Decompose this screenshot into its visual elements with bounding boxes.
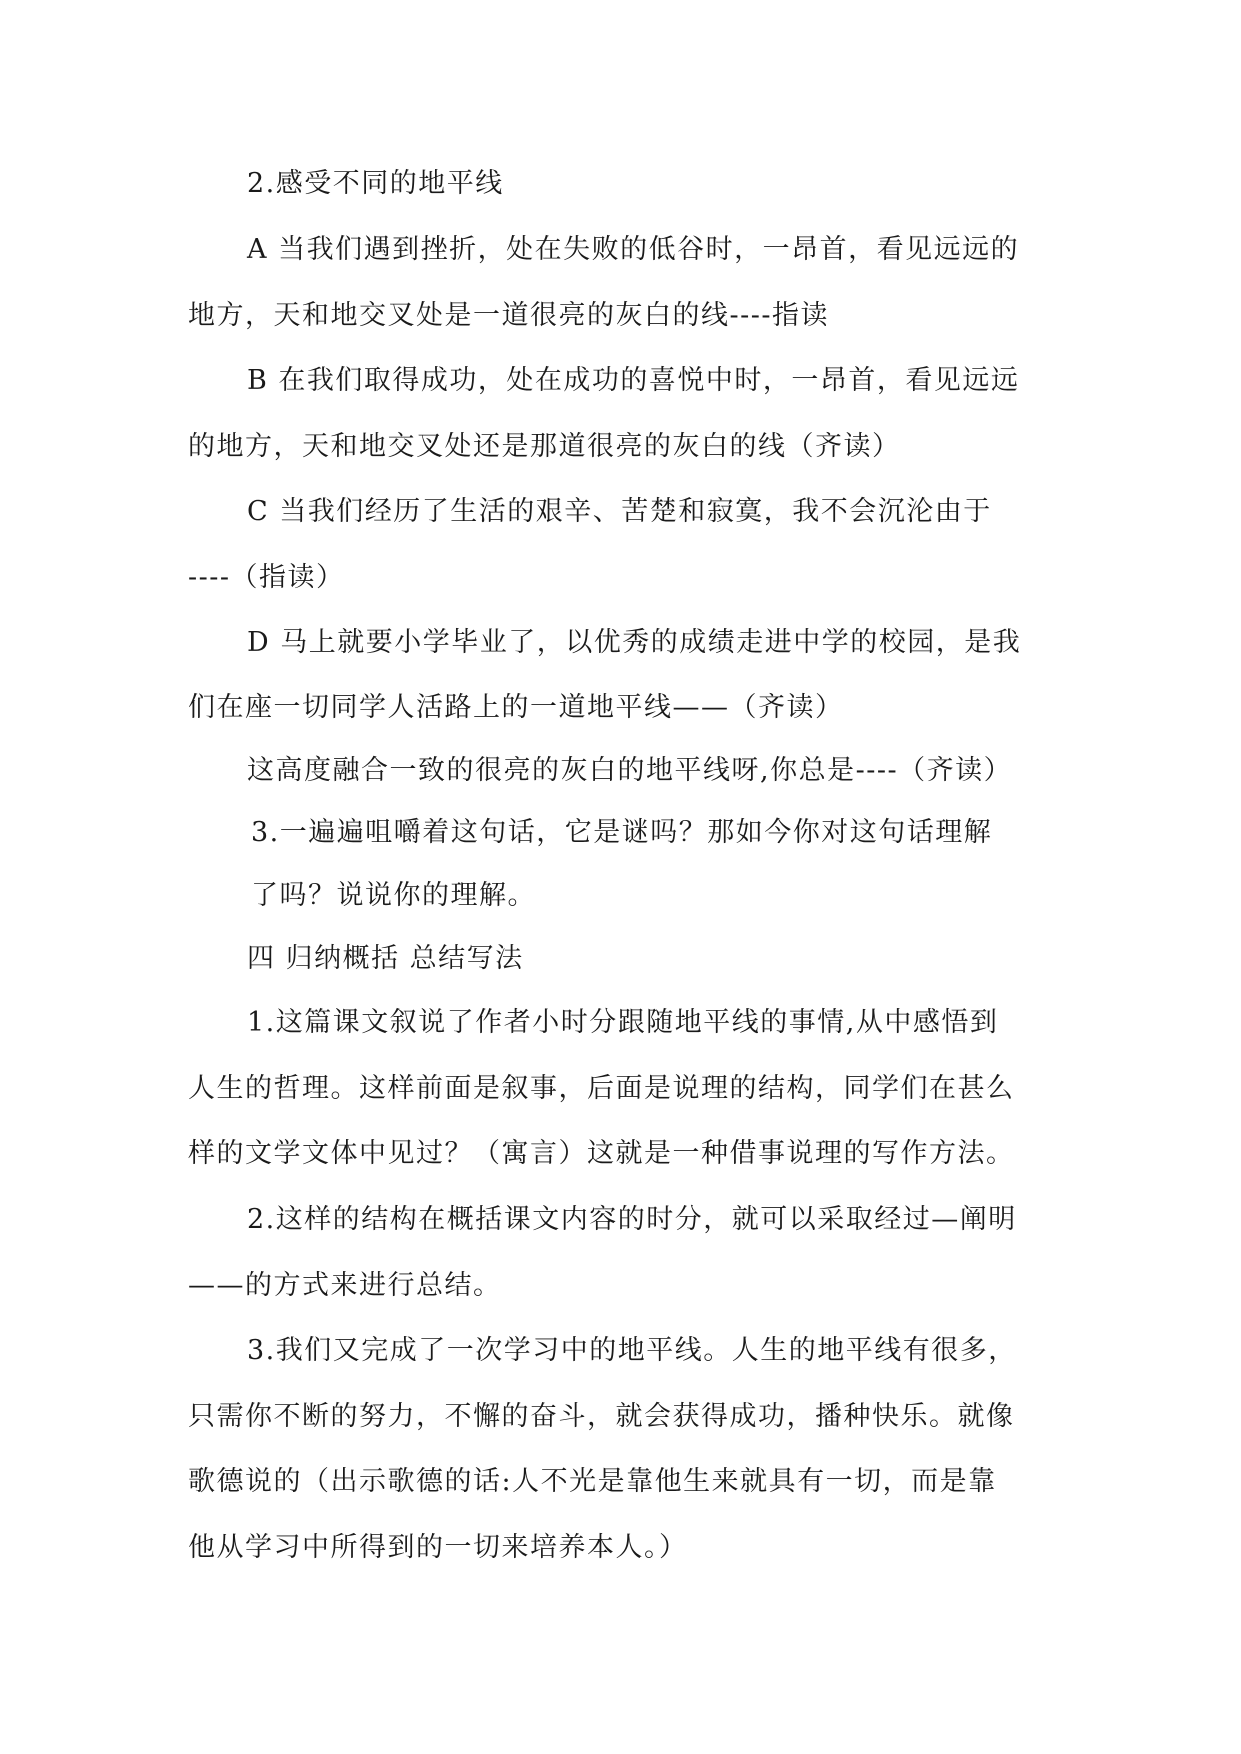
text-line: ----（指读）: [188, 562, 345, 593]
text-line: 他从学习中所得到的一切来培养本人。）: [188, 1532, 688, 1563]
text-line: 人生的哲理。这样前面是叙事，后面是说理的结构，同学们在甚么: [188, 1073, 1015, 1104]
text-line: 的地方，天和地交叉处还是那道很亮的灰白的线（齐读）: [188, 431, 901, 462]
text-line: 歌德说的（出示歌德的话:人不光是靠他生来就具有一切，而是靠: [188, 1466, 997, 1497]
text-line: 只需你不断的努力，不懈的奋斗，就会获得成功，播种快乐。就像: [188, 1401, 1015, 1432]
text-line: D 马上就要小学毕业了，以优秀的成绩走进中学的校园，是我: [247, 627, 1022, 658]
text-line: 3.我们又完成了一次学习中的地平线。人生的地平线有很多，: [247, 1335, 1017, 1366]
section-heading: 四 归纳概括 总结写法: [247, 943, 524, 974]
text-line: A 当我们遇到挫折，处在失败的低谷时，一昂首，看见远远的: [247, 234, 1020, 265]
text-line: 样的文学文体中见过？（寓言）这就是一种借事说理的写作方法。: [188, 1138, 1015, 1169]
text-line: 2.这样的结构在概括课文内容的时分，就可以采取经过—阐明: [247, 1204, 1017, 1235]
text-line: C 当我们经历了生活的艰辛、苦楚和寂寞，我不会沉沦由于: [247, 496, 992, 527]
text-line: B 在我们取得成功，处在成功的喜悦中时，一昂首，看见远远: [247, 365, 1020, 396]
text-line: 们在座一切同学人活路上的一道地平线——（齐读）: [188, 692, 844, 723]
text-line: ——的方式来进行总结。: [188, 1270, 502, 1301]
text-line: 1.这篇课文叙说了作者小时分跟随地平线的事情,从中感悟到: [247, 1007, 999, 1038]
text-line: 地方，天和地交叉处是一道很亮的灰白的线----指读: [188, 300, 829, 331]
text-line: 3.一遍遍咀嚼着这句话，它是谜吗？那如今你对这句话理解: [251, 817, 993, 848]
text-line: 2.感受不同的地平线: [247, 168, 504, 199]
text-line: 这高度融合一致的很亮的灰白的地平线呀,你总是----（齐读）: [247, 755, 1013, 786]
text-line: 了吗？说说你的理解。: [251, 880, 536, 911]
